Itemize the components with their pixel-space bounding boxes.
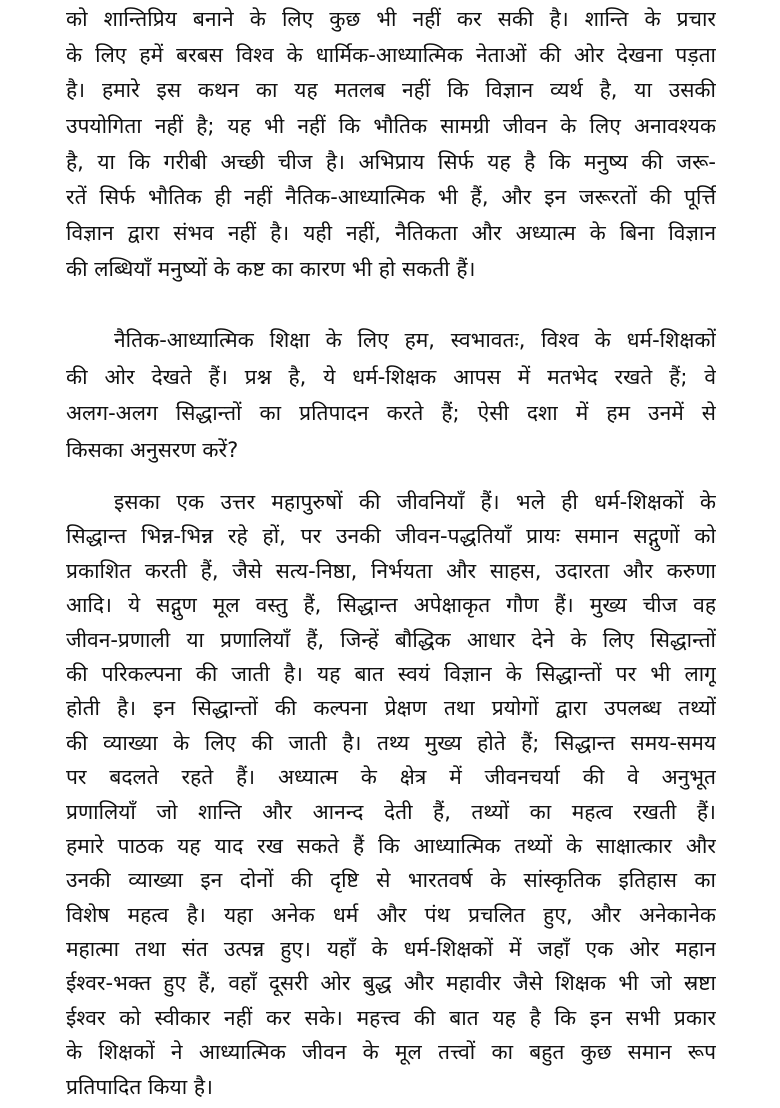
text-line: विशेष महत्व है। यहा अनेक धर्म और पंथ प्रचलित हुए, और अनेकानेक <box>66 902 716 927</box>
text-line: नैतिक-आध्यात्मिक शिक्षा के लिए हम, स्वभावतः, विश्व के धर्म-शिक्षकों <box>114 328 716 352</box>
text-line: है, या कि गरीबी अच्छी चीज है। अभिप्राय सिर्फ यह है कि मनुष्य की जरू- <box>66 149 716 174</box>
text-line: के लिए हमें बरबस विश्व के धार्मिक-आध्यात्मिक नेताओं की ओर देखना पड़ता <box>66 42 716 67</box>
text-line: होती है। इन सिद्धान्तों की कल्पना प्रेक्षण तथा प्रयोगों द्वारा उपलब्ध तथ्यों <box>66 696 716 721</box>
text-line: है। हमारे इस कथन का यह मतलब नहीं कि विज्ञान व्यर्थ है, या उसकी <box>66 78 716 103</box>
text-line: पर बदलते रहते हैं। अध्यात्म के क्षेत्र में जीवनचर्या की वे अनुभूत <box>66 765 716 790</box>
text-line: आदि। ये सद्गुण मूल वस्तु हैं, सिद्धान्त अपेक्षाकृत गौण हैं। मुख्य चीज वह <box>66 593 716 618</box>
text-line: प्रकाशित करती हैं, जैसे सत्य-निष्ठा, निर्भयता और साहस, उदारता और करुणा <box>66 558 716 583</box>
paragraph-3 <box>66 485 716 1104</box>
text-line: जीवन-प्रणाली या प्रणालियाँ हैं, जिन्हें बौद्धिक आधार देने के लिए सिद्धान्तों <box>66 627 716 652</box>
text-line: प्रणालियाँ जो शान्ति और आनन्द देती हैं, तथ्यों का महत्व रखती हैं। <box>66 799 716 824</box>
text-line: विज्ञान द्वारा संभव नहीं है। यही नहीं, नैतिकता और अध्यात्म के बिना विज्ञान <box>66 221 716 246</box>
text-line: किसका अनुसरण करें? <box>66 437 239 462</box>
text-line: प्रतिपादित किया है। <box>66 1074 213 1099</box>
text-line: उपयोगिता नहीं है; यह भी नहीं कि भौतिक सामग्री जीवन के लिए अनावश्यक <box>66 114 716 139</box>
paragraph-2 <box>66 322 716 468</box>
text-line: की लब्धियाँ मनुष्यों के कष्ट का कारण भी हो सकती हैं। <box>66 256 476 281</box>
text-line: रतें सिर्फ भौतिक ही नहीं नैतिक-आध्यात्मिक भी हैं, और इन जरूरतों की पूर्त्ति <box>66 185 716 210</box>
text-line: की व्याख्या के लिए की जाती है। तथ्य मुख्य होते हैं; सिद्धान्त समय-समय <box>66 730 716 755</box>
text-line: को शान्तिप्रिय बनाने के लिए कुछ भी नहीं कर सकी है। शान्ति के प्रचार <box>66 7 716 31</box>
text-line: अलग-अलग सिद्धान्तों का प्रतिपादन करते हैं; ऐसी दशा में हम उनमें से <box>66 401 716 425</box>
paragraph-1 <box>66 2 716 288</box>
text-line: इसका एक उत्तर महापुरुषों की जीवनियाँ हैं। भले ही धर्म-शिक्षकों के <box>114 490 716 514</box>
text-line: की परिकल्पना की जाती है। यह बात स्वयं विज्ञान के सिद्धान्तों पर भी लागू <box>66 661 716 686</box>
text-line: ईश्वर को स्वीकार नहीं कर सके। महत्त्व की बात यह है कि इन सभी प्रकार <box>66 1005 716 1030</box>
text-line: महात्मा तथा संत उत्पन्न हुए। यहाँ के धर्म-शिक्षकों में जहाँ एक ओर महान <box>66 937 716 962</box>
text-line: के शिक्षकों ने आध्यात्मिक जीवन के मूल तत्त्वों का बहुत कुछ समान रूप <box>66 1040 716 1065</box>
text-line: उनकी व्याख्या इन दोनों की दृष्टि से भारतवर्ष के सांस्कृतिक इतिहास का <box>66 868 716 893</box>
text-line: ईश्वर-भक्त हुए हैं, वहाँ दूसरी ओर बुद्ध और महावीर जैसे शिक्षक भी जो स्रष्टा <box>66 971 716 996</box>
text-line: हमारे पाठक यह याद रख सकते हैं कि आध्यात्मिक तथ्यों के साक्षात्कार और <box>66 833 716 858</box>
text-line: की ओर देखते हैं। प्रश्न है, ये धर्म-शिक्षक आपस में मतभेद रखते हैं; वे <box>66 364 716 389</box>
text-line: सिद्धान्त भिन्न-भिन्न रहे हों, पर उनकी जीवन-पद्धतियाँ प्रायः समान सद्गुणों को <box>66 524 716 549</box>
